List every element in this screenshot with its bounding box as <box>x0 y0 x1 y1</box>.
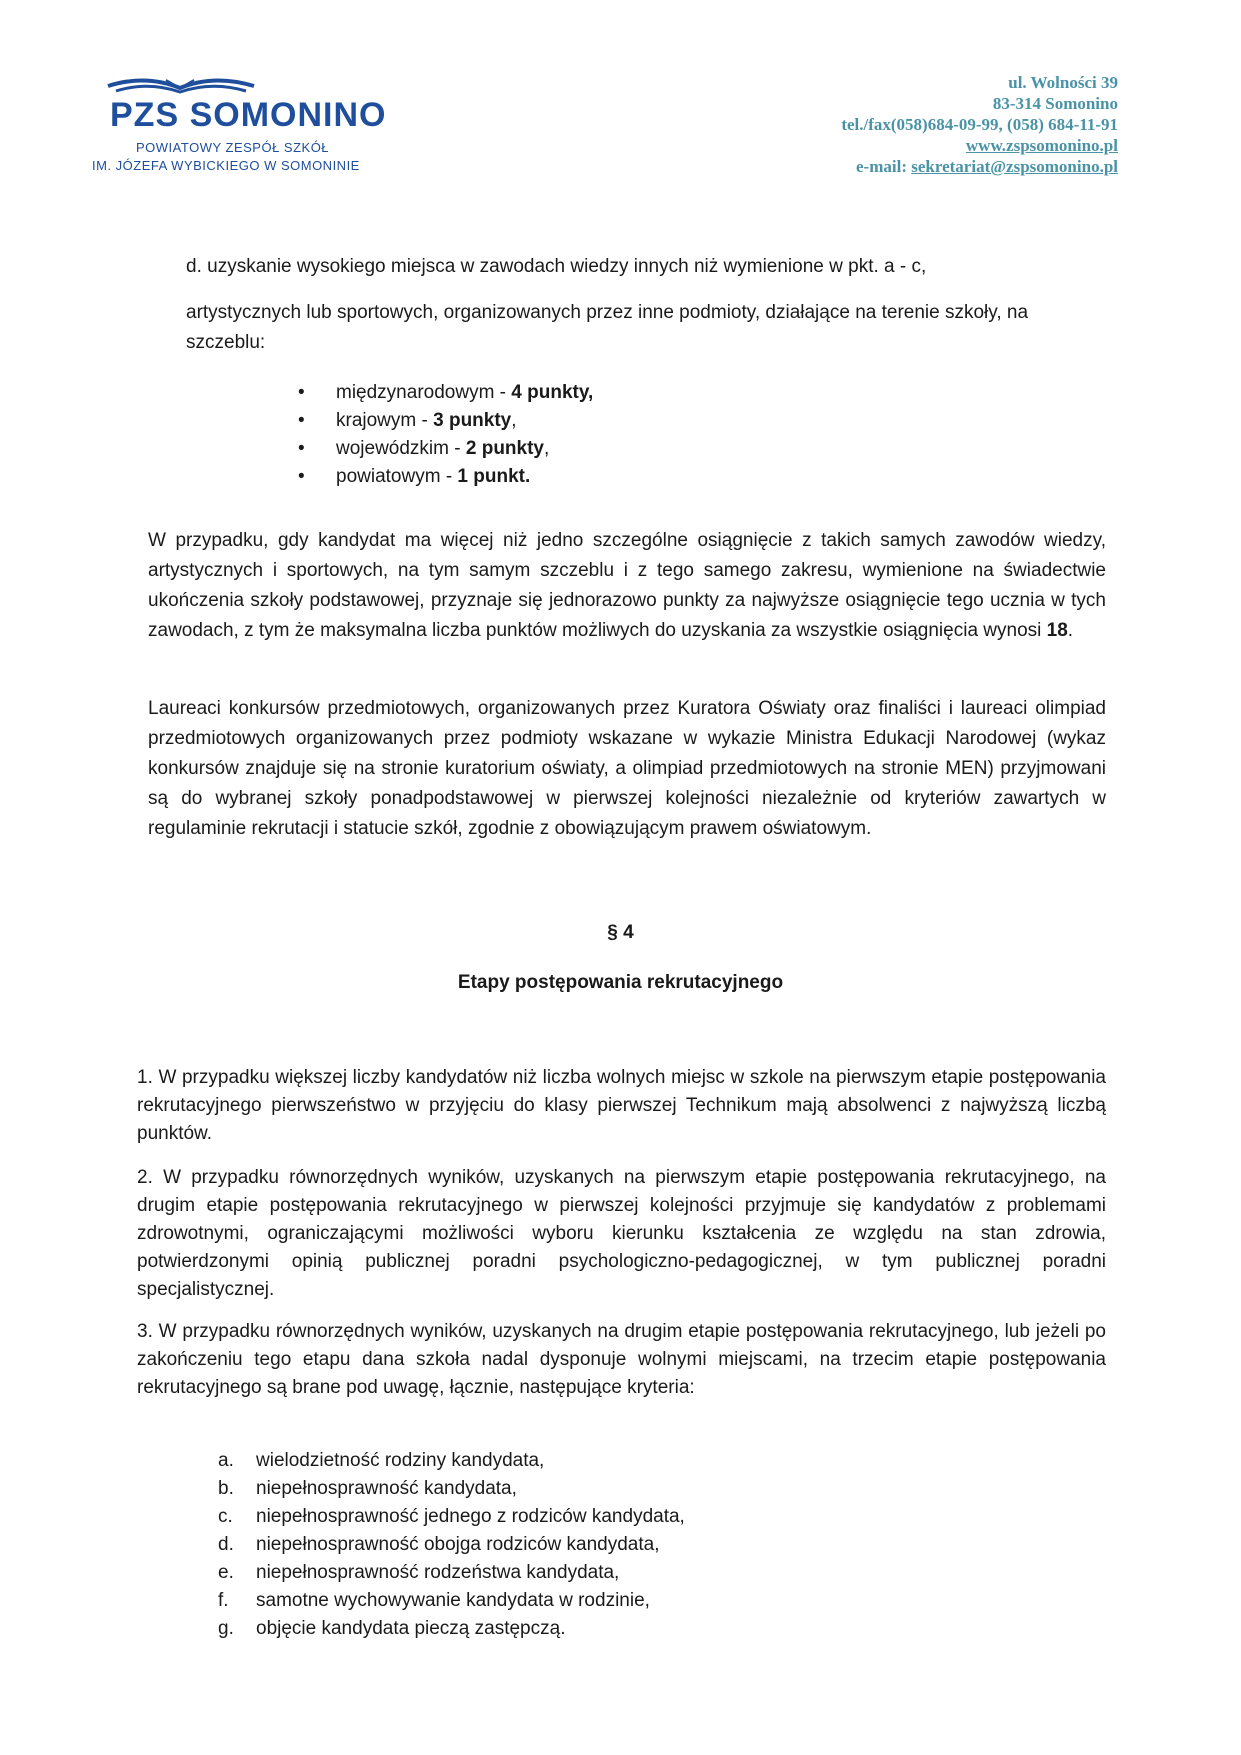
logo-name: PZS SOMONINO <box>110 96 387 134</box>
school-address <box>841 72 1118 177</box>
criterion-letter: g. <box>218 1618 234 1639</box>
section-number: § 4 <box>607 922 634 943</box>
criterion-d-line: d. uzyskanie wysokiego miejsca w zawodach wiedzy innych niż wymienione w pkt. a - c, <box>186 256 927 277</box>
criterion-letter: c. <box>218 1506 233 1527</box>
level-label: wojewódzkim - <box>336 438 466 459</box>
criterion-letter: e. <box>218 1562 234 1583</box>
address-phone: tel./fax(058)684-09-99, (058) 684-11-91 <box>841 115 1118 134</box>
criterion-letter: d. <box>218 1534 234 1555</box>
level-label: krajowym - <box>336 410 434 431</box>
point-3: 3. W przypadku równorzędnych wyników, uzyskanych na drugim etapie postępowania rekrutacyjnego, lub jeżeli po zakończeniu tego etapu dana szkoła nadal dysponuje wolnymi miejscami, na trzecim etapie postępowania rekrutacyjnego są brane pod uwagę, łącznie, następujące kryteria: <box>137 1321 1106 1398</box>
level-tail: , <box>544 438 550 459</box>
criterion-text: wielodzietność rodziny kandydata, <box>256 1450 545 1471</box>
criterion-letter: f. <box>218 1590 229 1611</box>
point-2: 2. W przypadku równorzędnych wyników, uzyskanych na pierwszym etapie postępowania rekrutacyjnego, na drugim etapie postępowania rekrutacyjnego w pierwszej kolejności przyjmuje się kandydatów z problemami zdrowotnymi, ograniczającymi możliwości wyboru kierunku kształcenia ze względu na stan zdrowia, potwierdzonymi opinią publicznej poradni psychologiczno-pedagogicznej, w tym publicznej poradni specjalistycznej. <box>137 1167 1106 1300</box>
max-points: 18 <box>1046 620 1068 641</box>
address-city: 83-314 Somonino <box>992 94 1118 113</box>
criterion-letter: a. <box>218 1450 234 1471</box>
laureates-paragraph: Laureaci konkursów przedmiotowych, organizowanych przez Kuratora Oświaty oraz finaliści i laureaci olimpiad przedmiotowych organizowanych przez podmioty wskazane w wykazie Ministra Edukacji Narodowej (wykaz konkursów znajduje się na stronie kuratorium oświaty, a olimpiad przedmiotowych na stronie MEN) przyjmowani są do wybranej szkoły ponadpodstawowej w pierwszej kolejności niezależnie od kryteriów zawartych w regulaminie rekrutacji i statucie szkół, zgodnie z obowiązującym prawem oświatowym. <box>148 698 1106 839</box>
section-title: Etapy postępowania rekrutacyjnego <box>457 972 784 993</box>
criterion-text: niepełnosprawność obojga rodziców kandydata, <box>256 1534 660 1555</box>
bullet-icon: • <box>298 438 305 459</box>
level-label: powiatowym - <box>336 466 458 487</box>
criterion-text: niepełnosprawność kandydata, <box>256 1478 517 1499</box>
multiple-achievements-paragraph <box>148 526 1106 646</box>
criterion-d-continuation: artystycznych lub sportowych, organizowanych przez inne podmioty, działające na terenie szkoły, na szczeblu: <box>186 302 1029 353</box>
level-points: 3 punkty <box>433 410 512 431</box>
bullet-icon: • <box>298 382 305 403</box>
criterion-text: niepełnosprawność rodzeństwa kandydata, <box>256 1562 620 1583</box>
bullet-icon: • <box>298 410 305 431</box>
bullet-icon: • <box>298 466 305 487</box>
level-points: 2 punkty <box>465 438 544 459</box>
school-logo <box>92 72 412 182</box>
paragraph-text: W przypadku, gdy kandydat ma więcej niż jedno szczególne osiągnięcie z takich samych zawodów wiedzy, artystycznych i sportowych, na tym samym szczeblu i z tego samego zakresu, wymienione na świadectwie ukończenia szkoły podstawowej, przyznaje się jednorazowo punkty za najwyższe osiągnięcie tego ucznia w tych zawodach, z tym że maksymalna liczba punktów możliwych do uzyskania za wszystkie osiągnięcia wynosi <box>148 530 1106 641</box>
criterion-letter: b. <box>218 1478 234 1499</box>
criterion-text: samotne wychowywanie kandydata w rodzinie, <box>256 1590 650 1611</box>
email-link[interactable]: sekretariat@zspsomonino.pl <box>911 157 1118 176</box>
level-points: 4 punkty, <box>511 382 594 403</box>
level-tail: , <box>511 410 517 431</box>
address-street: ul. Wolności 39 <box>1008 73 1118 92</box>
email-label: e-mail: <box>856 157 912 176</box>
criterion-text: objęcie kandydata pieczą zastępczą. <box>256 1618 566 1639</box>
level-label: międzynarodowym - <box>336 382 512 403</box>
book-wings-icon <box>106 72 256 94</box>
point-1: 1. W przypadku większej liczby kandydatów niż liczba wolnych miejsc w szkole na pierwszym etapie postępowania rekrutacyjnego pierwszeństwo w przyjęciu do klasy pierwszej Technikum mają absolwenci z najwyższą liczbą punktów. <box>137 1067 1106 1144</box>
paragraph-end: . <box>1067 620 1074 641</box>
website-link[interactable]: www.zspsomonino.pl <box>965 136 1118 155</box>
criterion-text: niepełnosprawność jednego z rodziców kandydata, <box>256 1506 685 1527</box>
level-points: 1 punkt. <box>457 466 531 487</box>
logo-subtitle-2: IM. JÓZEFA WYBICKIEGO W SOMONINIE <box>92 158 360 173</box>
logo-subtitle-1: POWIATOWY ZESPÓŁ SZKÓŁ <box>136 140 330 155</box>
